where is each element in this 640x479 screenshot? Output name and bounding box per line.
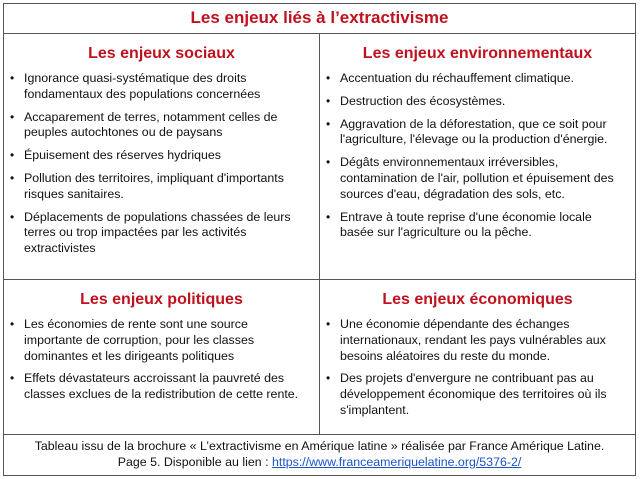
- list-item: • Des projets d'envergure ne contribuant pas au développement économique des territoires où ils s'implantent.: [326, 371, 607, 417]
- list-item: • Destruction des écosystèmes.: [326, 93, 506, 108]
- list-item: • Effets dévastateurs accroissant la pauvreté des classes exclues de la redistribution de cette rente.: [10, 371, 299, 402]
- extractivism-table: [3, 3, 636, 476]
- list-economic-issues: [320, 317, 635, 419]
- bullet-icon: •: [326, 155, 331, 170]
- list-social-issues: [4, 71, 319, 257]
- bullet-icon: •: [10, 148, 15, 163]
- bullet-icon: •: [326, 71, 331, 85]
- heading-economic-issues: Les enjeux économiques: [382, 291, 573, 308]
- table-title: Les enjeux liés à l’extractivisme: [4, 4, 635, 34]
- source-link[interactable]: https://www.franceameriquelatine.org/5376-2/: [271, 455, 522, 469]
- cell-political-issues: [4, 280, 320, 435]
- list-item: • Accentuation du réchauffement climatique.: [326, 71, 574, 85]
- bullet-icon: •: [10, 170, 15, 185]
- bullet-icon: •: [326, 116, 331, 131]
- bullet-icon: •: [10, 109, 15, 124]
- bullet-icon: •: [10, 71, 15, 85]
- bullet-icon: •: [10, 209, 15, 224]
- bullet-icon: •: [326, 371, 331, 386]
- cell-social-issues: [4, 34, 320, 280]
- bullet-icon: •: [326, 317, 331, 331]
- list-item: • Épuisement des réserves hydriques: [10, 148, 221, 163]
- list-political-issues: [4, 317, 319, 403]
- cell-economic-issues: [320, 280, 635, 435]
- bullet-icon: •: [326, 209, 331, 224]
- list-environmental-issues: [320, 71, 635, 241]
- list-item: • Dégâts environnementaux irréversibles, contamination de l'air, pollution et épuisement des sources d'eau, dégradation des sols, etc.: [326, 155, 614, 201]
- list-item: • Aggravation de la déforestation, que ce soit pour l'agriculture, l'élevage ou la production d'énergie.: [326, 116, 608, 147]
- heading-environmental-issues: Les enjeux environnementaux: [362, 45, 593, 62]
- list-item: • Déplacements de populations chassées de leurs terres ou trop impactées par les activités extractivistes: [10, 209, 291, 256]
- heading-political-issues: Les enjeux politiques: [80, 291, 243, 308]
- bullet-icon: •: [10, 371, 15, 386]
- list-item: • Les économies de rente sont une source importante de corruption, pour les classes dominantes et les dirigeants politiques: [10, 317, 255, 363]
- bullet-icon: •: [326, 93, 331, 108]
- list-item: • Une économie dépendante des échanges internationaux, rendant les pays vulnérables aux besoins aléatoires du reste du monde.: [326, 317, 606, 363]
- list-item: • Accaparement de terres, notamment celles de peuples autochtones ou de paysans: [10, 109, 278, 140]
- source-page-label: Page 5. Disponible au lien :: [117, 455, 272, 469]
- source-link-line: [4, 454, 635, 470]
- heading-social-issues: Les enjeux sociaux: [88, 45, 235, 62]
- list-item: • Pollution des territoires, impliquant d'importants risques sanitaires.: [10, 170, 284, 201]
- cell-environmental-issues: [320, 34, 635, 280]
- list-item: • Entrave à toute reprise d'une économie locale basée sur l'agriculture ou la pêche.: [326, 209, 592, 240]
- source-caption: Tableau issu de la brochure « L’extractivisme en Amérique latine » réalisée par France Amérique Latine.: [34, 439, 605, 453]
- list-item: • Ignorance quasi-systématique des droits fondamentaux des populations concernées: [10, 71, 261, 101]
- source-footer: [4, 435, 635, 475]
- bullet-icon: •: [10, 317, 15, 331]
